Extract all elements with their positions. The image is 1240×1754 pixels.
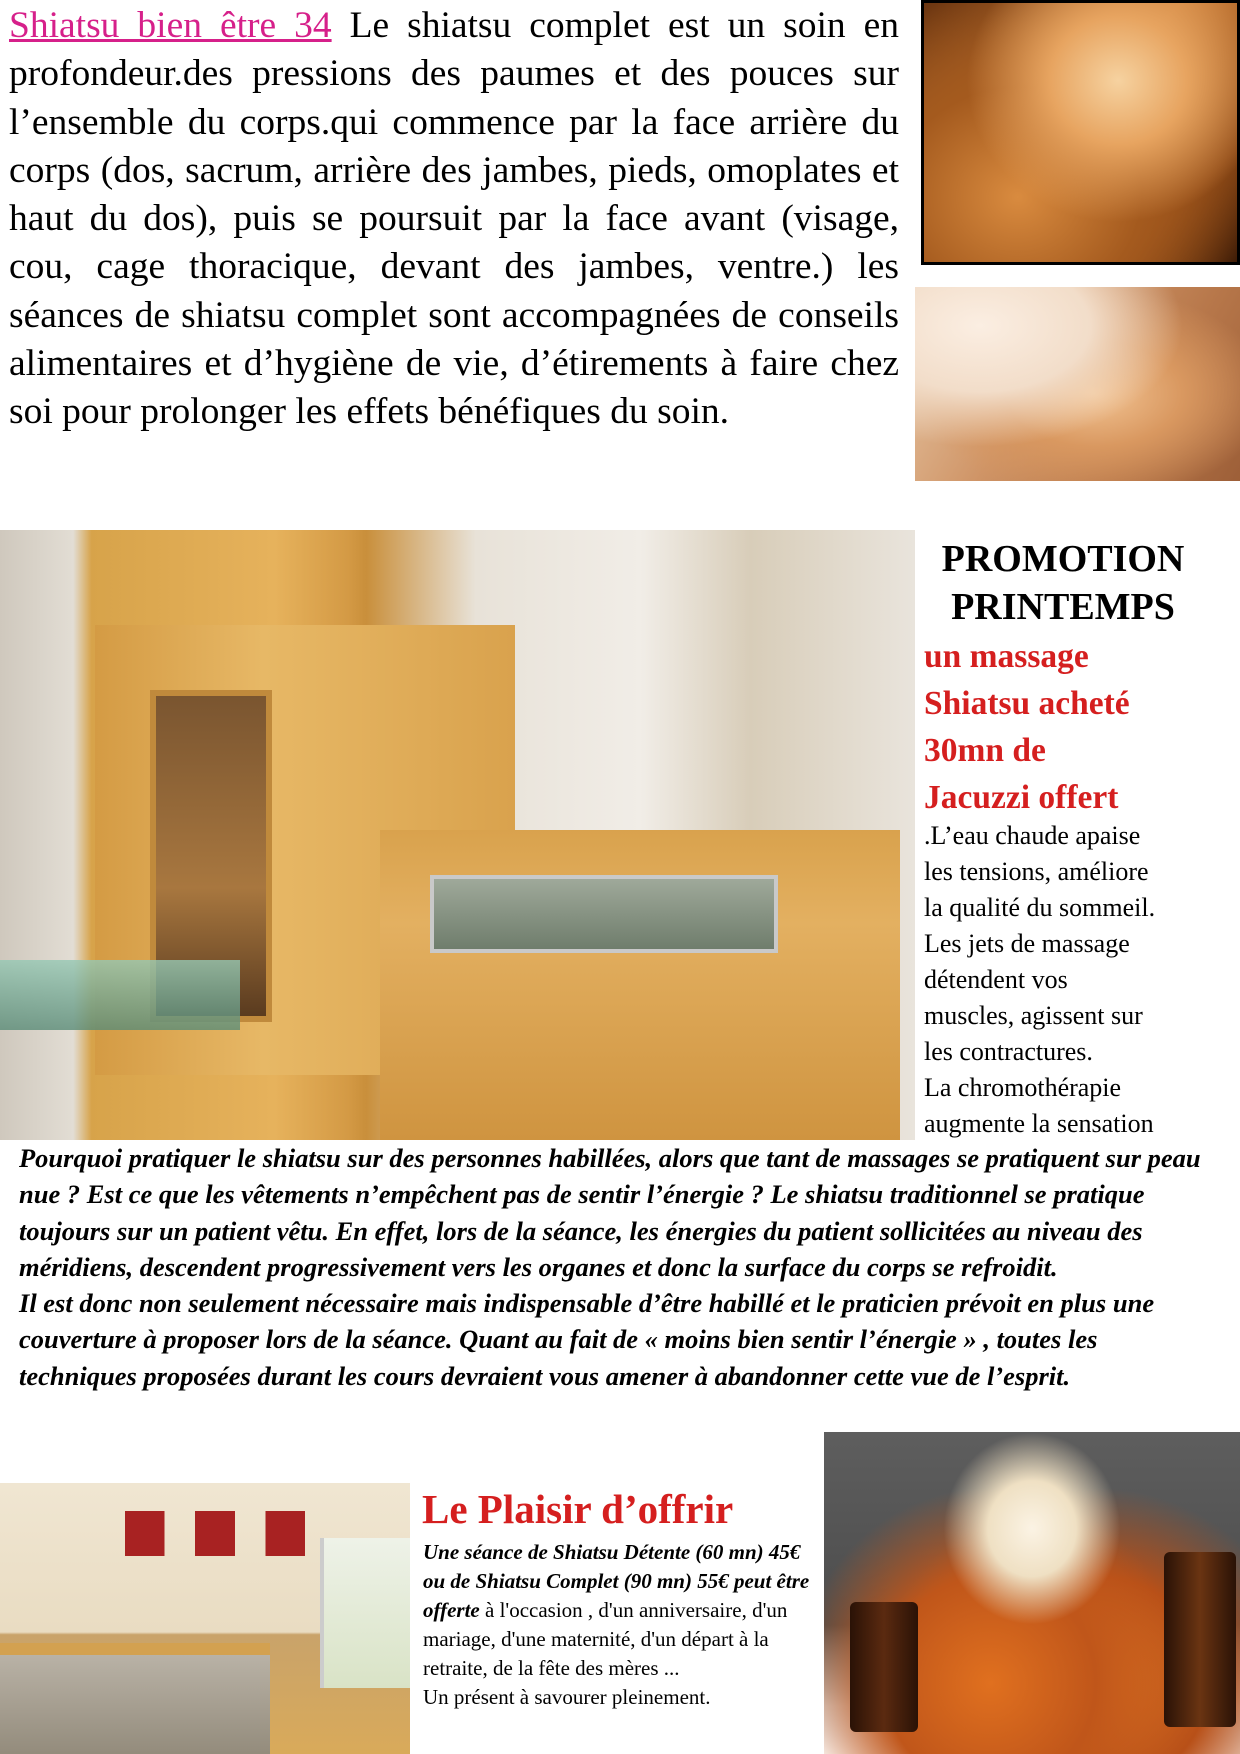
gift-emphasis: Une séance de Shiatsu Détente (60 mn) 45€ ou de Shiatsu Complet (90 mn) 55€ peut être offerte — [423, 1540, 810, 1622]
promo-text-line: La chromothérapie — [924, 1073, 1122, 1102]
promo-title-line: PRINTEMPS — [951, 586, 1175, 628]
promo-text-line: .L’eau chaude apaise — [924, 821, 1141, 850]
promo-offer-line: Shiatsu acheté — [924, 685, 1130, 722]
page-title[interactable]: Shiatsu bien être 34 — [9, 5, 332, 46]
gift-closing: Un présent à savourer pleinement. — [423, 1685, 711, 1709]
why-paragraph: Pourquoi pratiquer le shiatsu sur des personnes habillées, alors que tant de massages se pratiquent sur peau nue ? Est ce que les vêtements n’empêchent pas de sentir l’énergie ? Le shiatsu traditionnel se pratique toujours sur un patient vêtu. En effet, lors de la séance, les énergies du patient sollicitées au niveau des méridiens, descendent progressivement vers les organes et donc la surface du corps se refroidit. — [19, 1143, 1201, 1282]
candle-left — [850, 1602, 918, 1732]
why-paragraph: Il est donc non seulement nécessaire mais indispensable d’être habillé et le praticien prévoit en plus une couverture à proposer lors de la séance. Quant au fait de « moins bien sentir l’énergie » , toutes les techniques proposées durant les cours devraient vous amener à abandonner cette vue de l’esprit. — [19, 1288, 1155, 1391]
promo-title — [928, 535, 1198, 631]
promo-text-line: Les jets de massage — [924, 929, 1130, 958]
room-window — [320, 1538, 410, 1688]
jacuzzi-room-photo — [0, 1483, 410, 1754]
promo-text-line: la qualité du sommeil. — [924, 893, 1156, 922]
gift-title: Le Plaisir d’offrir — [422, 1486, 734, 1532]
massage-hands-photo — [921, 0, 1240, 265]
why-clothed-section — [19, 1140, 1219, 1394]
promo-text-line: détendent vos — [924, 965, 1068, 994]
promo-description — [924, 818, 1240, 1142]
intro-text: Le shiatsu complet est un soin en profondeur.des pressions des paumes et des pouces sur l’ensemble du corps.qui commence par la face arrière du corps (dos, sacrum, arrière des jambes, pieds, omoplates et haut du dos), puis se poursuit par la face avant (visage, cou, cage thoracique, devant des jambes, ventre.) les séances de shiatsu complet sont accompagnées de conseils alimentaires et d’hygiène de vie, d’étirements à faire chez soi pour prolonger les effets bénéfiques du soin. — [9, 5, 899, 433]
room-tub — [0, 1643, 270, 1754]
intro-paragraph — [9, 2, 899, 524]
gift-description — [423, 1538, 818, 1712]
promo-offer-line: Jacuzzi offert — [924, 779, 1119, 816]
gift-occasions: à l'occasion , d'un anniversaire, d'un mariage, d'une maternité, d'un départ à la retraite, de la fête des mères ... — [423, 1598, 788, 1680]
promo-offer-line: un massage — [924, 638, 1089, 675]
back-massage-photo — [915, 287, 1240, 481]
promo-offer-line: 30mn de — [924, 732, 1046, 769]
wall-frames — [125, 1511, 305, 1556]
sauna-jacuzzi-photo — [0, 530, 915, 1140]
candle-right — [1164, 1552, 1236, 1727]
promo-text-line: les contractures. — [924, 1037, 1093, 1066]
towels-candles-photo — [824, 1432, 1240, 1754]
jacuzzi-water — [430, 875, 778, 953]
glass-sink — [0, 960, 240, 1030]
promo-text-line: muscles, agissent sur — [924, 1001, 1143, 1030]
promo-text-line: augmente la sensation — [924, 1109, 1154, 1138]
promo-offer — [924, 633, 1224, 821]
promo-text-line: les tensions, améliore — [924, 857, 1149, 886]
promo-title-line: PROMOTION — [941, 538, 1185, 580]
